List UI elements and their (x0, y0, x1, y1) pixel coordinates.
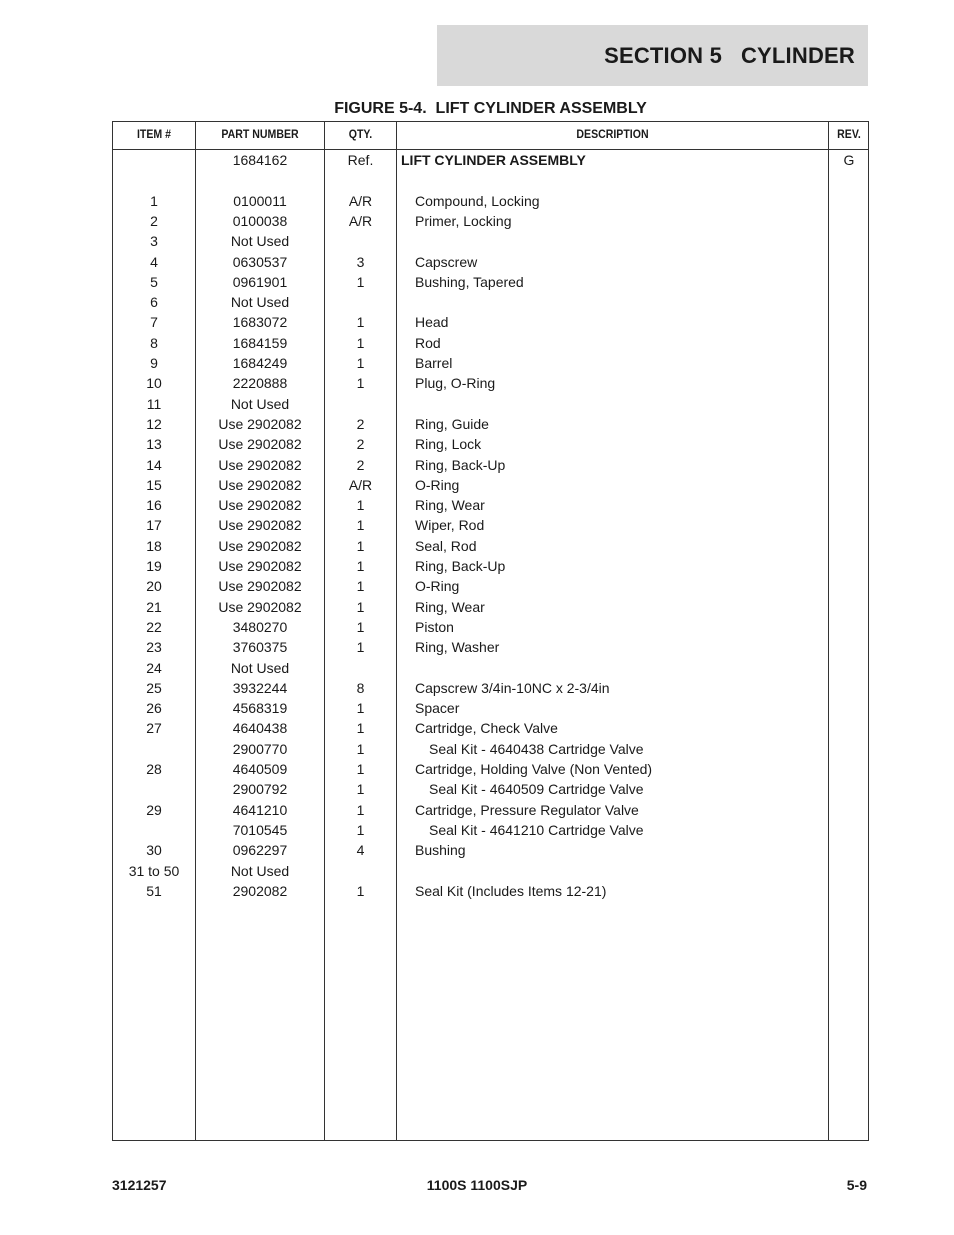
cell-description: Rod (415, 334, 441, 351)
cell-revision (829, 840, 869, 860)
cell-quantity: 1 (356, 334, 365, 351)
cell-revision (829, 475, 869, 495)
footer-model: 1100S 1100SJP (426, 1177, 528, 1193)
cell-description: Plug, O-Ring (415, 375, 496, 392)
cell-description: Ring, Guide (415, 415, 489, 432)
table-row (113, 800, 868, 820)
table-row (113, 475, 868, 495)
table-row (113, 414, 868, 434)
cell-revision (829, 556, 869, 576)
cell-revision (829, 861, 869, 881)
table-row (113, 678, 868, 698)
cell-quantity: 1 (356, 720, 365, 737)
cell-description: Seal Kit - 4640509 Cartridge Valve (429, 781, 644, 798)
table-row (113, 617, 868, 637)
table-row (113, 272, 868, 292)
cell-item-number: 26 (146, 700, 162, 717)
cell-description: Capscrew 3/4in-10NC x 2-3/4in (415, 679, 610, 696)
cell-part-number: 7010545 (232, 821, 288, 838)
cell-quantity: 1 (356, 578, 365, 595)
cell-quantity: 2 (356, 415, 365, 432)
cell-quantity: 1 (356, 639, 365, 656)
cell-revision (829, 312, 869, 332)
parts-table (112, 121, 869, 1141)
footer-page-number: 5-9 (846, 1177, 867, 1193)
cell-item-number: 19 (146, 558, 162, 574)
cell-part-number: Not Used (230, 659, 290, 676)
table-header-row (113, 122, 868, 150)
cell-description: LIFT CYLINDER ASSEMBLY (401, 152, 586, 168)
cell-revision (829, 394, 869, 414)
cell-item-number (113, 739, 195, 759)
cell-revision (829, 739, 869, 759)
cell-item-number: 10 (146, 375, 162, 392)
table-row (113, 252, 868, 272)
cell-description: Cartridge, Holding Valve (Non Vented) (415, 761, 653, 777)
cell-part-number: Use 2902082 (218, 476, 302, 493)
cell-quantity: 1 (356, 558, 365, 574)
cell-quantity: 1 (356, 781, 365, 798)
cell-revision (829, 759, 869, 779)
cell-part-number: 0962297 (232, 842, 288, 859)
footer-doc-number: 3121257 (112, 1177, 167, 1193)
cell-part-number: Not Used (230, 862, 290, 879)
cell-revision (829, 658, 869, 678)
table-row (113, 211, 868, 231)
cell-revision (829, 455, 869, 475)
table-row (113, 556, 868, 576)
table-row (113, 576, 868, 596)
cell-item-number: 2 (150, 212, 158, 229)
cell-item-number: 13 (146, 436, 162, 453)
header-description: DESCRIPTION (576, 127, 649, 141)
cell-revision (829, 718, 869, 738)
cell-item-number: 17 (146, 517, 162, 534)
cell-part-number: 4640438 (232, 720, 288, 737)
cell-quantity: 1 (356, 598, 365, 615)
cell-part-number: Not Used (230, 395, 290, 412)
cell-item-number: 6 (150, 294, 158, 311)
cell-part-number: 1683072 (232, 314, 288, 331)
header-rev: REV. (837, 127, 861, 141)
cell-part-number: Use 2902082 (218, 578, 302, 595)
cell-item-number: 11 (146, 395, 162, 412)
cell-quantity (325, 394, 396, 414)
cell-description (401, 394, 841, 414)
table-row (113, 150, 868, 170)
table-row (113, 840, 868, 860)
cell-revision (829, 576, 869, 596)
cell-part-number: Use 2902082 (218, 415, 302, 432)
cell-revision (829, 373, 869, 393)
cell-description: Ring, Back-Up (415, 558, 506, 574)
cell-quantity: 1 (356, 517, 365, 534)
cell-quantity (325, 292, 396, 312)
table-row (113, 861, 868, 881)
cell-revision (829, 414, 869, 434)
cell-part-number: Use 2902082 (218, 537, 302, 554)
table-row (113, 718, 868, 738)
cell-item-number: 21 (146, 598, 162, 615)
cell-part-number: 2900770 (232, 740, 288, 757)
cell-part-number: Not Used (230, 294, 290, 311)
cell-quantity (325, 861, 396, 881)
cell-quantity: 1 (356, 375, 365, 392)
cell-part-number: 4640509 (232, 761, 288, 777)
cell-revision (829, 231, 869, 251)
cell-quantity: A/R (348, 476, 373, 493)
cell-item-number (113, 779, 195, 799)
table-row (113, 333, 868, 353)
figure-title: FIGURE 5-4. LIFT CYLINDER ASSEMBLY (334, 100, 647, 117)
cell-description: Capscrew (415, 253, 478, 270)
cell-quantity: 1 (356, 618, 365, 635)
table-row (113, 292, 868, 312)
table-row (113, 658, 868, 678)
cell-revision: G (843, 152, 855, 168)
cell-part-number: 0961901 (232, 273, 288, 290)
cell-description: Compound, Locking (415, 192, 540, 209)
cell-description: Cartridge, Check Valve (415, 720, 558, 737)
cell-part-number: 4568319 (232, 700, 288, 717)
cell-quantity: 1 (356, 314, 365, 331)
table-row (113, 495, 868, 515)
cell-description: O-Ring (415, 476, 460, 493)
cell-revision (829, 515, 869, 535)
cell-revision (829, 292, 869, 312)
cell-part-number: 2900792 (232, 781, 288, 798)
cell-revision (829, 272, 869, 292)
cell-description (401, 231, 841, 251)
cell-quantity: 1 (356, 273, 365, 290)
cell-revision (829, 191, 869, 211)
cell-part-number: 2902082 (232, 882, 288, 899)
table-row (113, 536, 868, 556)
cell-item-number: 8 (150, 334, 158, 351)
cell-part-number: Use 2902082 (218, 517, 302, 534)
table-row (113, 759, 868, 779)
cell-description: Seal, Rod (415, 537, 477, 554)
cell-description: Seal Kit - 4640438 Cartridge Valve (429, 740, 644, 757)
header-item: ITEM # (136, 127, 172, 141)
cell-item-number: 51 (146, 882, 162, 899)
cell-item-number: 18 (146, 537, 162, 554)
cell-item-number: 23 (146, 639, 162, 656)
cell-description: O-Ring (415, 578, 460, 595)
cell-revision (829, 333, 869, 353)
cell-revision (829, 698, 869, 718)
header-part-number: PART NUMBER (221, 127, 299, 141)
cell-item-number (113, 150, 195, 170)
cell-revision (829, 881, 869, 901)
cell-description: Spacer (415, 700, 460, 717)
cell-item-number: 3 (150, 233, 158, 250)
cell-quantity: 1 (356, 355, 365, 371)
cell-revision (829, 353, 869, 373)
table-row (113, 373, 868, 393)
table-row (113, 231, 868, 251)
cell-description (401, 292, 841, 312)
cell-description: Ring, Wear (415, 497, 485, 514)
section-title: SECTION 5 CYLINDER (604, 42, 855, 68)
cell-part-number: Use 2902082 (218, 558, 302, 574)
cell-description: Seal Kit - 4641210 Cartridge Valve (429, 821, 644, 838)
cell-description: Barrel (415, 355, 453, 371)
cell-item-number: 27 (146, 720, 162, 737)
table-row (113, 353, 868, 373)
cell-part-number: 3480270 (232, 618, 288, 635)
cell-item-number: 14 (146, 456, 162, 473)
cell-revision (829, 637, 869, 657)
cell-revision (829, 495, 869, 515)
cell-quantity: 3 (356, 253, 365, 270)
cell-quantity: 4 (356, 842, 365, 859)
cell-description: Wiper, Rod (415, 517, 485, 534)
cell-part-number: 3760375 (232, 639, 288, 656)
cell-description: Cartridge, Pressure Regulator Valve (415, 801, 639, 818)
cell-quantity: A/R (348, 192, 373, 209)
cell-quantity: 1 (356, 882, 365, 899)
table-row (113, 455, 868, 475)
cell-part-number: Not Used (230, 233, 290, 250)
cell-quantity: 1 (356, 801, 365, 818)
cell-item-number: 7 (150, 314, 158, 331)
cell-part-number: Use 2902082 (218, 456, 302, 473)
cell-item-number: 31 to 50 (128, 862, 180, 879)
cell-part-number: 3932244 (232, 679, 288, 696)
cell-quantity: 1 (356, 700, 365, 717)
cell-part-number: 0100011 (233, 192, 287, 209)
cell-description: Ring, Back-Up (415, 456, 506, 473)
cell-part-number: 4641210 (232, 801, 288, 818)
header-qty: QTY. (348, 127, 373, 141)
cell-quantity: Ref. (347, 152, 374, 168)
cell-description: Seal Kit (Includes Items 12-21) (415, 882, 607, 899)
cell-revision (829, 536, 869, 556)
table-row (113, 820, 868, 840)
table-row (113, 739, 868, 759)
table-row (113, 434, 868, 454)
cell-item-number: 15 (146, 476, 162, 493)
cell-item-number: 30 (146, 842, 162, 859)
cell-item-number: 12 (146, 415, 162, 432)
cell-quantity: 1 (356, 821, 365, 838)
cell-quantity: 1 (356, 761, 365, 777)
cell-description: Ring, Washer (415, 639, 500, 656)
cell-item-number: 1 (150, 192, 158, 209)
cell-item-number: 25 (146, 679, 162, 696)
cell-item-number: 20 (146, 578, 162, 595)
cell-item-number: 16 (146, 497, 162, 514)
table-row (113, 515, 868, 535)
cell-revision (829, 678, 869, 698)
cell-item-number: 22 (146, 618, 162, 635)
cell-description: Bushing, Tapered (415, 273, 524, 290)
cell-part-number: 1684159 (232, 334, 288, 351)
cell-part-number: 1684249 (232, 355, 288, 371)
table-row (113, 312, 868, 332)
cell-item-number: 29 (146, 801, 162, 818)
cell-description (401, 658, 841, 678)
cell-item-number: 28 (146, 761, 162, 777)
cell-quantity: A/R (348, 212, 373, 229)
cell-description (401, 861, 841, 881)
cell-revision (829, 779, 869, 799)
table-row (113, 779, 868, 799)
cell-quantity: 2 (356, 436, 365, 453)
cell-description: Piston (415, 618, 454, 635)
cell-part-number: Use 2902082 (218, 436, 302, 453)
cell-revision (829, 211, 869, 231)
cell-description: Head (415, 314, 449, 331)
cell-revision (829, 597, 869, 617)
cell-part-number: 1684162 (232, 152, 288, 168)
cell-revision (829, 434, 869, 454)
cell-revision (829, 617, 869, 637)
cell-revision (829, 820, 869, 840)
cell-quantity: 2 (356, 456, 365, 473)
cell-description: Primer, Locking (415, 212, 512, 229)
table-row (113, 637, 868, 657)
cell-item-number: 5 (150, 273, 158, 290)
cell-item-number (113, 820, 195, 840)
section-header (437, 25, 868, 86)
cell-quantity (325, 658, 396, 678)
cell-quantity: 8 (356, 679, 365, 696)
cell-description: Bushing (415, 842, 466, 859)
cell-part-number: 0100038 (232, 212, 288, 229)
cell-part-number: 2220888 (232, 375, 288, 392)
cell-part-number: Use 2902082 (218, 598, 302, 615)
cell-quantity: 1 (356, 537, 365, 554)
cell-quantity: 1 (356, 740, 365, 757)
cell-revision (829, 800, 869, 820)
cell-description: Ring, Wear (415, 598, 485, 615)
cell-revision (829, 252, 869, 272)
cell-description: Ring, Lock (415, 436, 482, 453)
cell-item-number: 24 (146, 659, 162, 676)
table-row (113, 597, 868, 617)
table-row (113, 191, 868, 211)
cell-item-number: 4 (150, 253, 158, 270)
table-row (113, 881, 868, 901)
cell-part-number: 0630537 (232, 253, 288, 270)
cell-quantity: 1 (356, 497, 365, 514)
table-row (113, 394, 868, 414)
cell-part-number: Use 2902082 (218, 497, 302, 514)
cell-item-number: 9 (150, 355, 158, 371)
cell-quantity (325, 231, 396, 251)
table-row (113, 698, 868, 718)
